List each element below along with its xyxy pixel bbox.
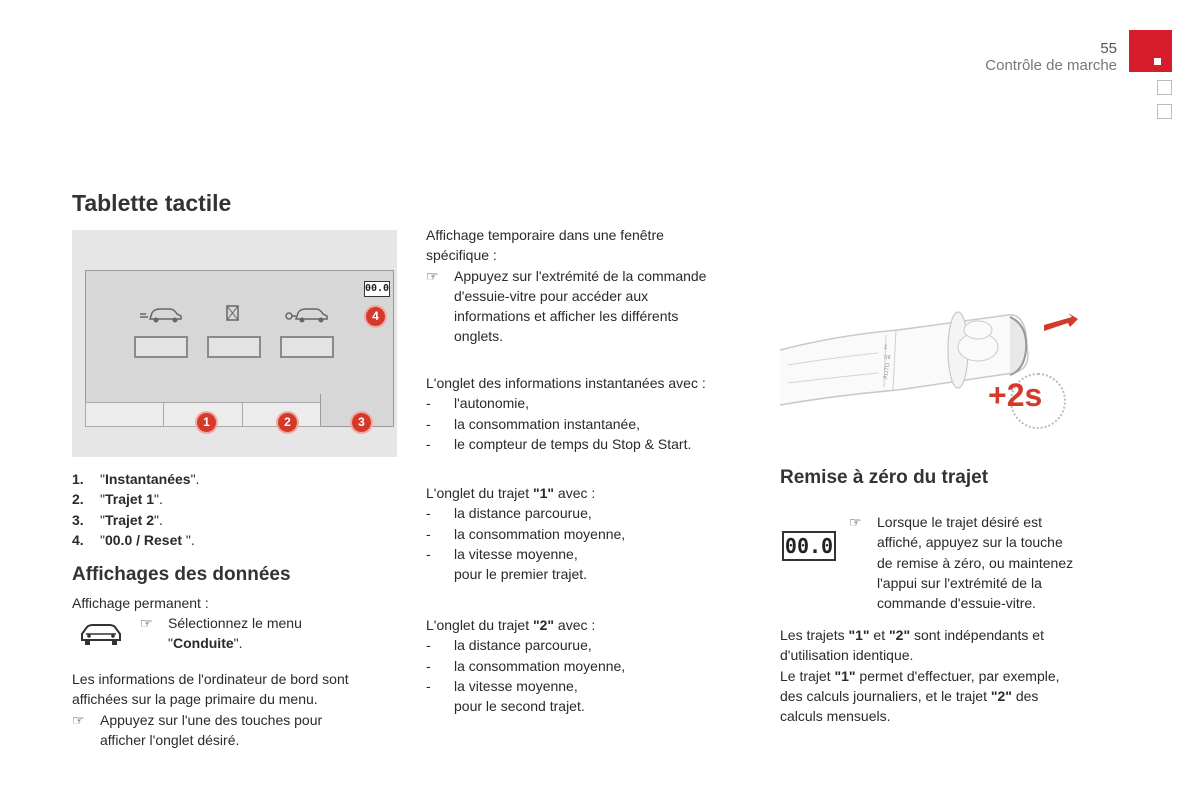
car-autonomy-icon bbox=[138, 304, 184, 324]
stalk-label-int: Int bbox=[884, 355, 891, 361]
screen-button-2[interactable] bbox=[207, 336, 261, 358]
screen-button-3[interactable] bbox=[280, 336, 334, 358]
list-item: 3. "Trajet 2". bbox=[72, 511, 163, 528]
trips-paragraph: Les trajets "1" et "2" sont indépendants et d'utilisation identique. Le trajet "1" permet d'effectuer, par exemple, des calculs journaliers, et le trajet "2" des calculs mensuels. bbox=[780, 627, 1060, 725]
list-item: 1. "Instantanées". bbox=[72, 471, 200, 487]
fuel-pump-icon bbox=[225, 303, 241, 323]
page-number: 55 bbox=[1100, 40, 1117, 57]
chapter-title: Contrôle de marche bbox=[985, 57, 1117, 74]
trip-2-block: L'onglet du trajet "2" avec : - la distance parcourue, - la consommation moyenne, - la vitesse moyenne, pour le second trajet. bbox=[426, 617, 626, 715]
permanent-label: Affichage permanent : bbox=[72, 595, 209, 611]
pointing-hand-icon: ☞ bbox=[72, 711, 85, 728]
reset-button-lcd: 00.0 bbox=[782, 531, 836, 561]
car-trip-icon bbox=[284, 304, 330, 324]
pointing-hand-icon: ☞ bbox=[140, 615, 153, 631]
list-item: 4. "00.0 / Reset ". bbox=[72, 531, 195, 548]
list-item: 2. "Trajet 1". bbox=[72, 491, 163, 508]
section-title-remise: Remise à zéro du trajet bbox=[780, 467, 989, 488]
tab-marker bbox=[1154, 58, 1161, 65]
reset-instruction: ☞ Lorsque le trajet désiré est affiché, appuyez sur la touche de remise à zéro, ou maintenez l'appui sur l'extrémité de la commande d'essuie-vitre. bbox=[849, 514, 1074, 612]
callout-badge-1: 1 bbox=[197, 413, 216, 432]
tab-instantanees[interactable] bbox=[85, 402, 164, 427]
chapter-square-2 bbox=[1157, 104, 1172, 119]
chapter-square-1 bbox=[1157, 80, 1172, 95]
section-title-affichages: Affichages des données bbox=[72, 564, 291, 585]
stalk-label-2: 2 bbox=[884, 345, 888, 351]
reset-key-lcd[interactable]: 00.0 bbox=[364, 281, 390, 297]
callout-badge-4: 4 bbox=[366, 307, 385, 326]
pointing-hand-icon: ☞ bbox=[426, 267, 439, 284]
trip-1-block: L'onglet du trajet "1" avec : - la distance parcourue, - la consommation moyenne, - la vitesse moyenne, pour le premier trajet. bbox=[426, 485, 626, 583]
numbered-list bbox=[72, 469, 392, 550]
plus-2s-label: +2s bbox=[988, 377, 1043, 413]
pointing-hand-icon: ☞ bbox=[849, 514, 862, 530]
section-title-tablette: Tablette tactile bbox=[72, 190, 232, 216]
callout-badge-2: 2 bbox=[278, 413, 297, 432]
callout-badge-3: 3 bbox=[352, 413, 371, 432]
info-paragraph: Les informations de l'ordinateur de bord sont affichées sur la page primaire du menu. ☞ Appuyez sur l'une des touches pour afficher l'onglet désiré. bbox=[72, 671, 349, 748]
select-menu-instruction: ☞ Sélectionnez le menu "Conduite". bbox=[140, 615, 302, 652]
stalk-label-auto: AUTO bbox=[882, 362, 892, 380]
car-menu-icon bbox=[78, 622, 124, 648]
instant-info-block: L'onglet des informations instantanées avec : - l'autonomie, - la consommation instantanée, - le compteur de temps du Stop & Start. bbox=[426, 375, 706, 452]
screen-button-1[interactable] bbox=[134, 336, 188, 358]
temporary-display-block: Affichage temporaire dans une fenêtre spécifique : ☞ Appuyez sur l'extrémité de la commande d'essuie-vitre pour accéder aux informations et afficher les différents onglets. bbox=[426, 227, 707, 345]
chapter-tab bbox=[1129, 30, 1172, 72]
